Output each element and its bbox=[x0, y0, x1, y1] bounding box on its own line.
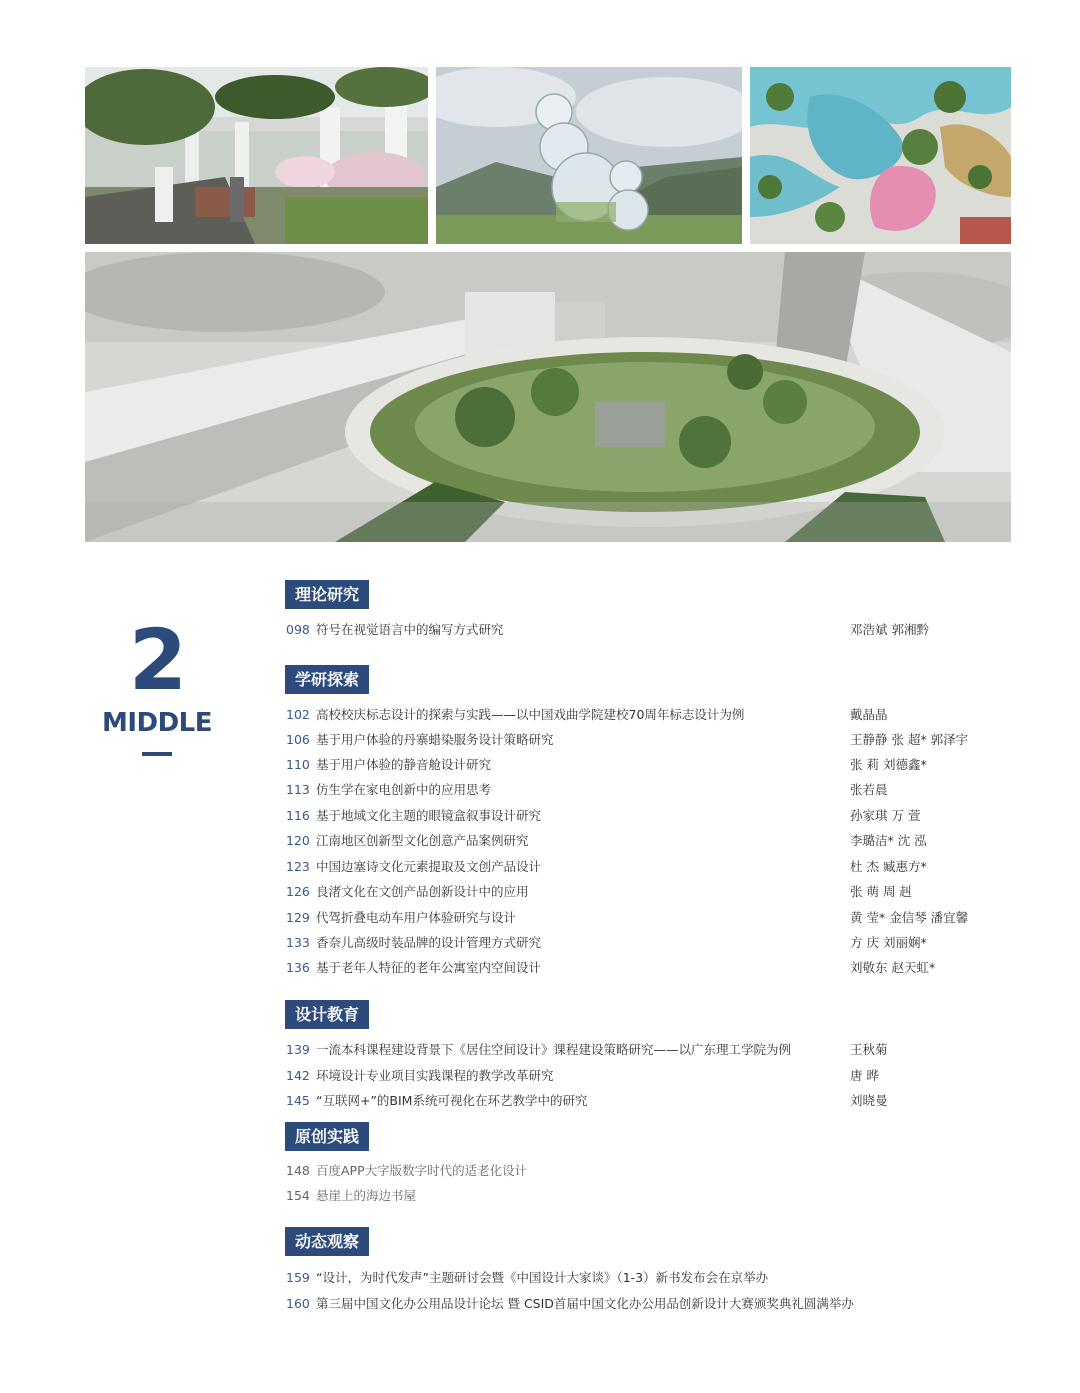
article-title: 香奈儿高级时装品牌的设计管理方式研究 bbox=[316, 935, 542, 950]
page-number: 133 bbox=[286, 935, 310, 950]
page-number: 113 bbox=[286, 782, 310, 797]
page-number: 159 bbox=[286, 1270, 310, 1285]
article-title: 环境设计专业项目实践课程的教学改革研究 bbox=[316, 1068, 554, 1083]
article-authors: 王秋菊 bbox=[850, 1042, 888, 1057]
article-title: 江南地区创新型文化创意产品案例研究 bbox=[316, 833, 529, 848]
article-authors: 方 庆 刘丽娴* bbox=[850, 935, 927, 950]
toc-row[interactable] bbox=[286, 857, 986, 877]
toc-row[interactable] bbox=[286, 958, 986, 978]
toc-row[interactable] bbox=[286, 933, 986, 953]
article-title: 基于地域文化主题的眼镜盒叙事设计研究 bbox=[316, 808, 542, 823]
issue-label: MIDDLE bbox=[101, 708, 213, 738]
toc-row[interactable] bbox=[286, 908, 986, 928]
article-title: 百度APP大字版数字时代的适老化设计 bbox=[316, 1163, 528, 1178]
page-number: 126 bbox=[286, 884, 310, 899]
article-authors: 李璐洁* 沈 泓 bbox=[850, 833, 927, 848]
toc-row[interactable] bbox=[286, 705, 986, 725]
article-authors: 刘晓曼 bbox=[850, 1093, 888, 1108]
bubble-pavilion-render bbox=[436, 67, 742, 244]
toc-row[interactable] bbox=[286, 1091, 986, 1111]
article-title: 符号在视觉语言中的编写方式研究 bbox=[316, 622, 504, 637]
toc-row[interactable] bbox=[286, 831, 986, 851]
garden-under-viaduct-render bbox=[85, 67, 428, 244]
page-number: 098 bbox=[286, 622, 310, 637]
article-authors: 张 莉 刘德鑫* bbox=[850, 757, 927, 772]
article-authors: 王静静 张 超* 郭泽宇 bbox=[850, 732, 969, 747]
toc-row[interactable] bbox=[286, 620, 986, 640]
article-title: 第三届中国文化办公用品设计论坛 暨 CSID首届中国文化办公用品创新设计大赛颁奖典礼圆满举办 bbox=[316, 1296, 854, 1311]
page-number: 123 bbox=[286, 859, 310, 874]
article-title: “互联网+”的BIM系统可视化在环艺教学中的研究 bbox=[316, 1093, 588, 1108]
toc-row[interactable] bbox=[286, 755, 986, 775]
ring-park-aerial-render bbox=[85, 252, 1011, 542]
article-title: 中国边塞诗文化元素提取及文创产品设计 bbox=[316, 859, 542, 874]
article-title: “设计，为时代发声”主题研讨会暨《中国设计大家谈》（1-3）新书发布会在京举办 bbox=[316, 1270, 769, 1285]
toc-row[interactable] bbox=[286, 1268, 986, 1288]
article-authors: 黄 莹* 金信琴 潘宜馨 bbox=[850, 910, 969, 925]
toc-row[interactable] bbox=[286, 1294, 986, 1314]
article-authors: 张 萌 周 赳 bbox=[850, 884, 912, 899]
toc-row[interactable] bbox=[286, 1040, 986, 1060]
article-authors: 孙家琪 万 萱 bbox=[850, 808, 921, 823]
page-number: 160 bbox=[286, 1296, 310, 1311]
aerial-pool-plan-render bbox=[750, 67, 1011, 244]
page-number: 148 bbox=[286, 1163, 310, 1178]
page-number: 142 bbox=[286, 1068, 310, 1083]
toc-row[interactable] bbox=[286, 1066, 986, 1086]
page-number: 120 bbox=[286, 833, 310, 848]
article-title: 良渚文化在文创产品创新设计中的应用 bbox=[316, 884, 529, 899]
article-authors: 张若晨 bbox=[850, 782, 888, 797]
page-number: 145 bbox=[286, 1093, 310, 1108]
toc-row[interactable] bbox=[286, 1161, 986, 1181]
article-title: 悬崖上的海边书屋 bbox=[316, 1188, 417, 1203]
article-authors: 杜 杰 臧惠方* bbox=[850, 859, 927, 874]
page-number: 136 bbox=[286, 960, 310, 975]
toc-row[interactable] bbox=[286, 730, 986, 750]
article-title: 代驾折叠电动车用户体验研究与设计 bbox=[316, 910, 517, 925]
article-title: 基于老年人特征的老年公寓室内空间设计 bbox=[316, 960, 542, 975]
toc-row[interactable] bbox=[286, 780, 986, 800]
toc-row[interactable] bbox=[286, 882, 986, 902]
article-title: 仿生学在家电创新中的应用思考 bbox=[316, 782, 492, 797]
page-number: 154 bbox=[286, 1188, 310, 1203]
article-authors: 刘敬东 赵天虹* bbox=[850, 960, 936, 975]
issue-mark bbox=[98, 612, 216, 756]
article-title: 一流本科课程建设背景下《居住空间设计》课程建设策略研究——以广东理工学院为例 bbox=[316, 1042, 792, 1057]
section-heading: 原创实践 bbox=[285, 1122, 369, 1151]
section-heading: 理论研究 bbox=[285, 580, 369, 609]
issue-underline bbox=[142, 752, 172, 756]
article-authors: 唐 晔 bbox=[850, 1068, 879, 1083]
issue-number: 2 bbox=[128, 611, 186, 709]
page-number: 116 bbox=[286, 808, 310, 823]
section-heading: 学研探索 bbox=[285, 665, 369, 694]
section-heading: 动态观察 bbox=[285, 1227, 369, 1256]
page-number: 129 bbox=[286, 910, 310, 925]
article-title: 基于用户体验的丹寨蜡染服务设计策略研究 bbox=[316, 732, 554, 747]
page-number: 106 bbox=[286, 732, 310, 747]
page-number: 139 bbox=[286, 1042, 310, 1057]
article-authors: 邓浩斌 郭湘黔 bbox=[850, 622, 929, 637]
section-heading: 设计教育 bbox=[285, 1000, 369, 1029]
page-number: 102 bbox=[286, 707, 310, 722]
article-title: 高校校庆标志设计的探索与实践——以中国戏曲学院建校70周年标志设计为例 bbox=[316, 707, 745, 722]
toc-row[interactable] bbox=[286, 806, 986, 826]
toc-row[interactable] bbox=[286, 1186, 986, 1206]
article-title: 基于用户体验的静音舱设计研究 bbox=[316, 757, 492, 772]
article-authors: 戴晶晶 bbox=[850, 707, 888, 722]
page-number: 110 bbox=[286, 757, 310, 772]
